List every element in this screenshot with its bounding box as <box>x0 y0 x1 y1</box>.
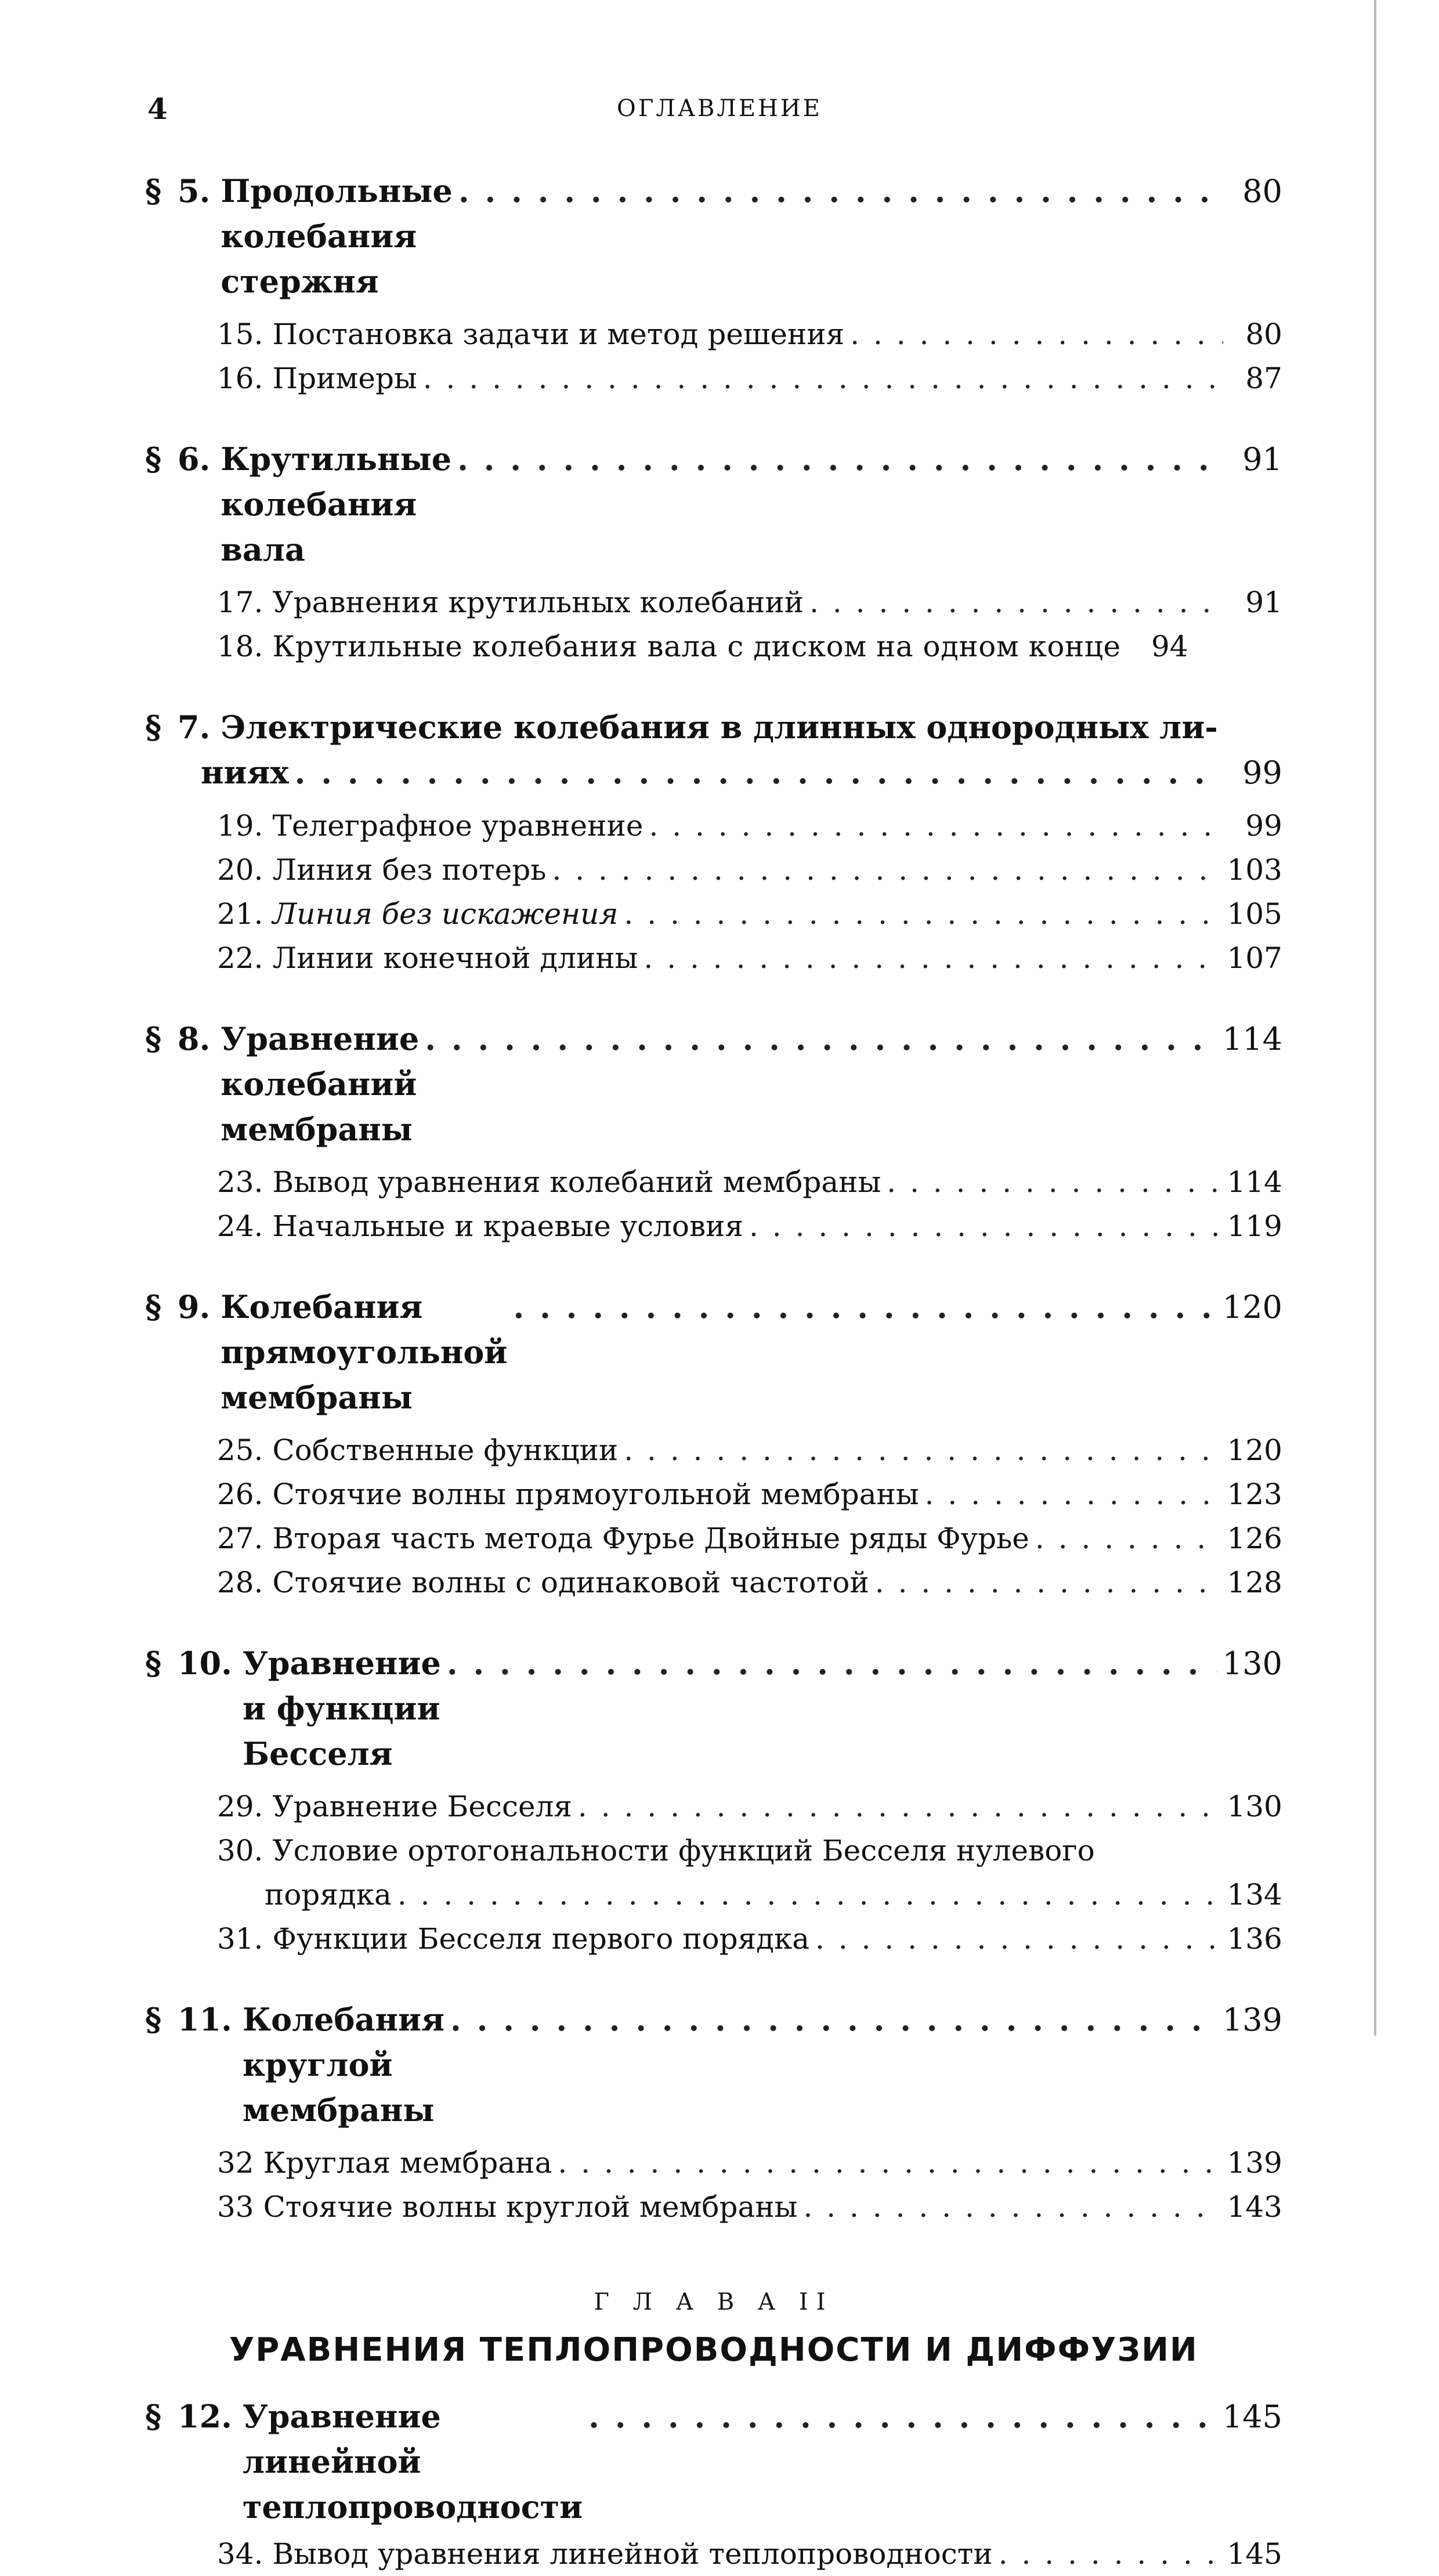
section-number: 8. <box>178 1020 211 1057</box>
item-page: 94 <box>1151 630 1188 663</box>
section-number: 7. <box>178 709 211 746</box>
dot-leader <box>558 2141 1221 2185</box>
toc-section-8[interactable] <box>145 1016 1282 1152</box>
item-title: Стоячие волны с одинаковой частотой <box>272 1566 869 1599</box>
dot-leader <box>447 1641 1217 1686</box>
dot-leader <box>578 1784 1221 1829</box>
dot-leader <box>552 848 1221 892</box>
section-page: 145 <box>1222 2398 1282 2435</box>
section-number: 5. <box>178 172 211 209</box>
dot-leader <box>624 1428 1221 1472</box>
section-title: Колебания прямоугольной мембраны <box>220 1288 508 1416</box>
item-page: 80 <box>1245 317 1282 351</box>
item-title: Начальные и краевые условия <box>272 1209 744 1243</box>
item-page: 120 <box>1227 1433 1282 1467</box>
section-page: 130 <box>1222 1645 1282 1682</box>
section-mark: § <box>145 172 162 209</box>
dot-leader <box>458 168 1223 214</box>
dot-leader <box>887 1160 1221 1204</box>
item-number: 25. <box>217 1433 263 1467</box>
toc-items-10 <box>145 1784 1282 1961</box>
item-page: 139 <box>1227 2146 1282 2180</box>
toc-section-5[interactable] <box>145 168 1282 304</box>
dot-leader <box>749 1204 1221 1248</box>
section-title-line2: ниях <box>201 754 289 791</box>
dot-leader <box>450 1997 1217 2042</box>
toc-item[interactable] <box>145 936 1282 980</box>
toc-items-7 <box>145 804 1282 980</box>
item-number: 27. <box>217 1522 263 1555</box>
page-number: 4 <box>147 92 168 126</box>
section-page: 139 <box>1222 2001 1282 2038</box>
dot-leader <box>1035 1516 1221 1560</box>
section-title: Колебания круглой мембраны <box>242 2001 444 2129</box>
item-number: 28. <box>217 1566 263 1599</box>
section-title: Уравнение линейной теплопроводности <box>242 2398 583 2526</box>
item-page: 128 <box>1227 1566 1282 1599</box>
item-page: 119 <box>1227 1209 1282 1243</box>
item-title: Собственные функции <box>272 1433 619 1467</box>
dot-leader <box>809 580 1223 624</box>
dot-leader <box>423 356 1223 400</box>
item-title: Стоячие волны прямоугольной мембраны <box>272 1477 919 1511</box>
toc-item[interactable] <box>145 1160 1282 1204</box>
item-page: 91 <box>1245 586 1282 619</box>
section-number: 11. <box>178 2001 232 2038</box>
toc-section-9[interactable] <box>145 1284 1282 1420</box>
item-page: 145 <box>1227 2537 1282 2571</box>
item-title-line2: порядка <box>265 1878 392 1912</box>
item-title: Вывод уравнения линейной теплопроводности <box>272 2537 993 2571</box>
toc-section-6[interactable] <box>145 436 1282 572</box>
item-number: 30. <box>217 1834 263 1867</box>
dot-leader <box>803 2185 1221 2229</box>
section-title-line1: Электрические колебания в длинных однородных ли- <box>220 709 1218 746</box>
dot-leader <box>850 312 1223 356</box>
toc-section-7[interactable] <box>145 704 1282 796</box>
toc-item[interactable] <box>145 1829 1282 1917</box>
dot-leader <box>295 750 1223 795</box>
page-header <box>0 87 1439 133</box>
section-page: 91 <box>1242 441 1282 478</box>
item-title-line1: Условие ортогональности функций Бесселя нулевого <box>272 1834 1095 1867</box>
item-number: 29. <box>217 1790 263 1823</box>
item-page: 107 <box>1227 941 1282 975</box>
section-page: 80 <box>1242 173 1282 209</box>
item-number: 15. <box>217 317 263 351</box>
item-number: 21. <box>217 897 263 931</box>
toc-item[interactable] <box>145 1472 1282 1516</box>
section-page: 99 <box>1242 754 1282 791</box>
section-title: Крутильные колебания вала <box>220 440 452 568</box>
toc-item[interactable] <box>145 624 1282 669</box>
section-mark: § <box>145 2398 162 2435</box>
item-title: Вывод уравнения колебаний мембраны <box>272 1165 881 1199</box>
item-title: Примеры <box>272 362 417 395</box>
item-number: 20. <box>217 853 263 887</box>
item-number: 32 <box>217 2146 254 2180</box>
item-page: 143 <box>1227 2190 1282 2224</box>
item-title: Линии конечной длины <box>272 941 638 975</box>
toc-item[interactable] <box>145 2185 1282 2229</box>
section-mark: § <box>145 1020 162 1057</box>
chapter-label: Г Л А В А II <box>594 2289 834 2315</box>
toc-items-6 <box>145 580 1282 669</box>
dot-leader <box>875 1560 1221 1605</box>
item-number: 26. <box>217 1477 263 1511</box>
toc-item[interactable] <box>145 1917 1282 1961</box>
section-number: 12. <box>178 2398 232 2435</box>
item-page: 130 <box>1227 1790 1282 1823</box>
item-page: 105 <box>1227 897 1282 931</box>
item-number: 17. <box>217 586 263 619</box>
toc-items-5 <box>145 312 1282 400</box>
toc-item[interactable] <box>145 1560 1282 1605</box>
dot-leader <box>397 1873 1221 1917</box>
toc-items-9 <box>145 1428 1282 1605</box>
item-title: Круглая мембрана <box>263 2146 552 2180</box>
item-number: 22. <box>217 941 263 975</box>
item-page: 134 <box>1227 1878 1282 1912</box>
dot-leader <box>425 1016 1217 1061</box>
running-head: ОГЛАВЛЕНИЕ <box>617 95 822 122</box>
item-title: Линия без потерь <box>272 853 547 887</box>
toc-section-11[interactable] <box>145 1997 1282 2133</box>
dot-leader <box>999 2532 1221 2576</box>
item-title: Уравнение Бесселя <box>272 1790 572 1823</box>
section-title: Уравнение колебаний мембраны <box>220 1020 420 1148</box>
item-page: 99 <box>1245 809 1282 843</box>
item-page: 126 <box>1227 1522 1282 1555</box>
item-title: Вторая часть метода Фурье Двойные ряды Фурье <box>272 1522 1029 1555</box>
dot-leader <box>624 892 1221 936</box>
dot-leader <box>513 1284 1216 1329</box>
toc-item[interactable] <box>145 2141 1282 2185</box>
item-number: 19. <box>217 809 263 843</box>
toc-item[interactable] <box>145 2532 1282 2576</box>
item-number: 24. <box>217 1209 263 1243</box>
toc-item[interactable] <box>145 1428 1282 1472</box>
section-title: Уравнение и функции Бесселя <box>242 1645 441 1772</box>
dot-leader <box>815 1917 1221 1961</box>
toc-item[interactable] <box>145 580 1282 624</box>
section-mark: § <box>145 440 162 478</box>
section-page: 114 <box>1222 1021 1282 1057</box>
item-page: 136 <box>1227 1922 1282 1956</box>
toc-items-8 <box>145 1160 1282 1248</box>
toc-item[interactable] <box>145 312 1282 356</box>
item-number: 31. <box>217 1922 263 1956</box>
item-title: Функции Бесселя первого порядка <box>272 1922 810 1956</box>
toc-item[interactable] <box>145 892 1282 936</box>
section-title: Продольные колебания стержня <box>220 172 453 300</box>
item-title: Линия без искажения <box>272 897 619 931</box>
item-title: Постановка задачи и метод решения <box>272 317 845 351</box>
toc-section-12[interactable] <box>145 2394 1282 2530</box>
section-number: 10. <box>178 1645 232 1682</box>
dot-leader <box>588 2394 1217 2439</box>
section-number: 6. <box>178 440 211 478</box>
item-title: Уравнения крутильных колебаний <box>272 586 804 619</box>
table-of-contents <box>145 168 1282 2576</box>
item-title: Телеграфное уравнение <box>272 809 643 843</box>
toc-items-12 <box>145 2532 1282 2576</box>
item-page: 103 <box>1227 853 1282 887</box>
item-title: Стоячие волны круглой мембраны <box>263 2190 798 2224</box>
toc-item[interactable] <box>145 356 1282 400</box>
toc-section-10[interactable] <box>145 1641 1282 1776</box>
toc-items-11 <box>145 2141 1282 2229</box>
dot-leader <box>457 436 1223 482</box>
dot-leader <box>649 804 1223 848</box>
item-number: 18. <box>217 630 263 663</box>
item-number: 23. <box>217 1165 263 1199</box>
section-mark: § <box>145 1288 162 1325</box>
section-mark: § <box>145 1645 162 1682</box>
toc-item[interactable] <box>145 848 1282 892</box>
section-mark: § <box>145 2001 162 2038</box>
item-number: 33 <box>217 2190 254 2224</box>
toc-item[interactable] <box>145 1516 1282 1560</box>
item-page: 114 <box>1227 1165 1282 1199</box>
item-title: Крутильные колебания вала с диском на одном конце <box>272 630 1121 663</box>
dot-leader <box>925 1472 1221 1516</box>
chapter-title: УРАВНЕНИЯ ТЕПЛОПРОВОДНОСТИ И ДИФФУЗИИ <box>229 2331 1198 2369</box>
item-page: 87 <box>1245 362 1282 395</box>
section-page: 120 <box>1222 1289 1282 1325</box>
toc-item[interactable] <box>145 1204 1282 1248</box>
page-edge-line <box>1374 0 1376 2036</box>
item-number: 16. <box>217 362 263 395</box>
chapter-heading <box>145 2285 1282 2376</box>
dot-leader <box>643 936 1221 980</box>
section-number: 9. <box>178 1288 211 1325</box>
item-number: 34. <box>217 2537 263 2571</box>
item-page: 123 <box>1227 1477 1282 1511</box>
toc-item[interactable] <box>145 1784 1282 1829</box>
toc-item[interactable] <box>145 804 1282 848</box>
section-mark: § <box>145 709 162 746</box>
